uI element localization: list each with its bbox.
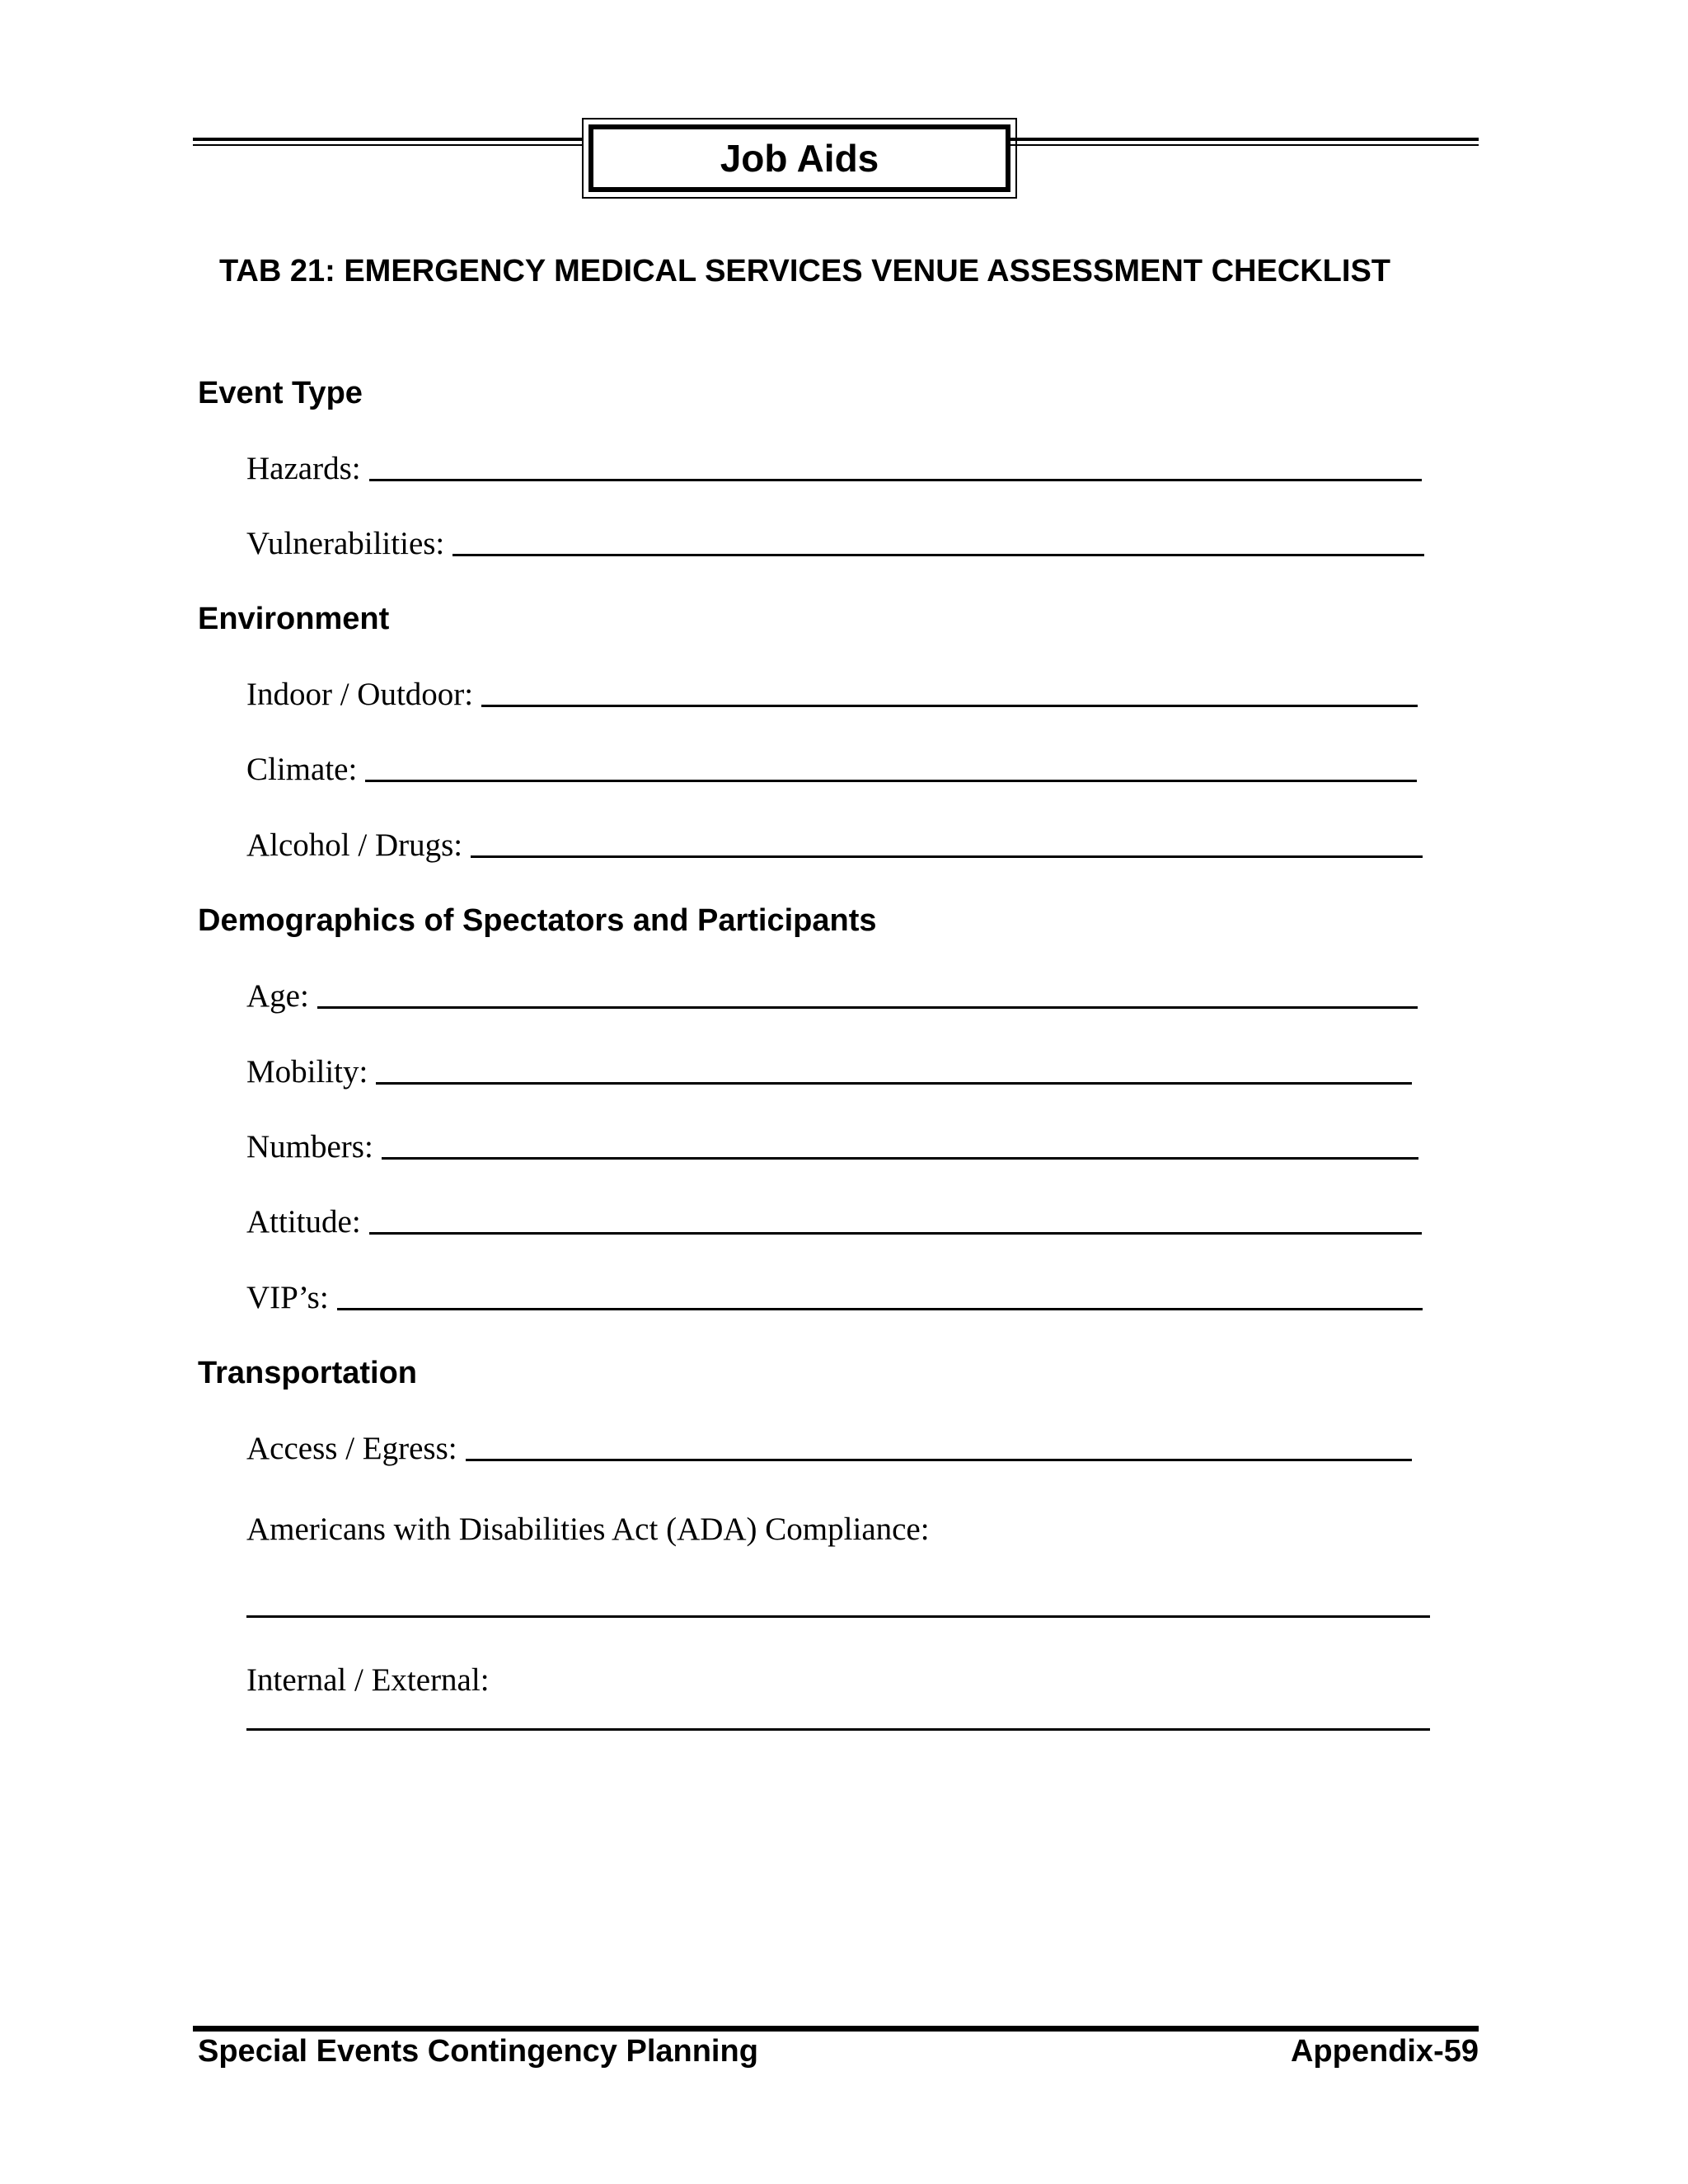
fill-in-line[interactable] xyxy=(365,780,1417,782)
page-title: TAB 21: EMERGENCY MEDICAL SERVICES VENUE ASSESSMENT CHECKLIST xyxy=(219,254,1391,288)
field-label: Numbers: xyxy=(246,1129,373,1165)
fill-in-line[interactable] xyxy=(382,1157,1418,1160)
field-label: Mobility: xyxy=(246,1054,368,1090)
field-attitude xyxy=(246,1203,1422,1240)
section-heading-environment: Environment xyxy=(198,602,390,636)
fill-in-line[interactable] xyxy=(376,1082,1412,1085)
field-label-ada-compliance: Americans with Disabilities Act (ADA) Compliance: xyxy=(246,1511,930,1547)
field-vips xyxy=(246,1279,1423,1316)
header-title-box xyxy=(582,118,1017,199)
field-indoor-outdoor xyxy=(246,676,1418,713)
field-hazards xyxy=(246,450,1422,487)
header-rule-left xyxy=(193,138,584,146)
field-mobility xyxy=(246,1053,1412,1090)
field-label: Access / Egress: xyxy=(246,1431,457,1466)
fill-in-line[interactable] xyxy=(466,1459,1412,1461)
footer-page-number: Appendix-59 xyxy=(1290,2034,1479,2069)
field-label: Climate: xyxy=(246,752,358,787)
section-heading-transportation: Transportation xyxy=(198,1356,418,1390)
footer-document-title: Special Events Contingency Planning xyxy=(198,2034,758,2069)
field-vulnerabilities xyxy=(246,525,1424,562)
fill-in-line[interactable] xyxy=(481,705,1418,707)
fill-in-line[interactable] xyxy=(471,855,1423,858)
fill-in-line[interactable] xyxy=(369,479,1422,481)
field-access-egress xyxy=(246,1430,1412,1467)
section-heading-demographics: Demographics of Spectators and Participants xyxy=(198,903,877,938)
field-label: Age: xyxy=(246,978,309,1014)
footer-rule xyxy=(193,2026,1479,2032)
fill-in-line-ada-compliance[interactable] xyxy=(246,1615,1430,1618)
fill-in-line-internal-external[interactable] xyxy=(246,1728,1430,1731)
field-label-internal-external: Internal / External: xyxy=(246,1662,490,1698)
field-age xyxy=(246,977,1418,1015)
header-title: Job Aids xyxy=(720,137,879,180)
field-label: Attitude: xyxy=(246,1204,361,1240)
fill-in-line[interactable] xyxy=(452,554,1424,556)
fill-in-line[interactable] xyxy=(317,1006,1418,1009)
field-climate xyxy=(246,751,1417,788)
fill-in-line[interactable] xyxy=(369,1232,1422,1235)
section-heading-event-type: Event Type xyxy=(198,376,363,410)
field-label: Alcohol / Drugs: xyxy=(246,827,463,863)
field-label: Vulnerabilities: xyxy=(246,526,445,561)
fill-in-line[interactable] xyxy=(337,1308,1423,1310)
field-numbers xyxy=(246,1128,1418,1165)
field-label: Indoor / Outdoor: xyxy=(246,677,474,712)
field-label: VIP’s: xyxy=(246,1280,329,1315)
header-rule-right xyxy=(1010,138,1479,146)
field-alcohol-drugs xyxy=(246,827,1423,864)
field-label: Hazards: xyxy=(246,451,361,486)
